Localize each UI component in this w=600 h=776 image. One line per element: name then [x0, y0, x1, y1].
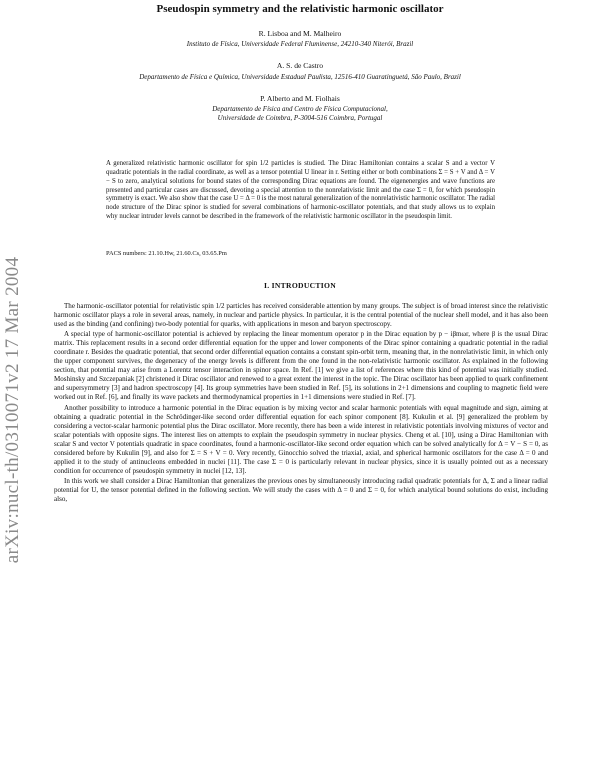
introduction-body	[54, 302, 548, 505]
paragraph: The harmonic-oscillator potential for relativistic spin 1/2 particles has received considerable attention by many groups. The subject is of broad interest since the relativistic harmonic oscillator plays a role in several areas, namely, in nuclear and particle physics. In particular, it is the central potential of the nuclear shell model, and it has also been used as the binding (and confining) two-body potential for quarks, with applications in meson and baryon spectroscopy.	[54, 302, 548, 329]
arxiv-side-identifier	[2, 220, 24, 600]
affiliation-3-line-1: Departamento de Física and Centro de Física Computacional,	[212, 105, 388, 113]
paragraph: Another possibility to introduce a harmonic potential in the Dirac equation is by mixing vector and scalar harmonic potentials with equal magnitude and sign, aiming at obtaining a quadratic potential in the Schrödinger-like second order differential equation for each spinor component [8]. Kukulin et al. [9] generalized the problem by considering a vector-scalar harmonic potential plus the Dirac oscillator. More recently, there has been a wide interest in relativistic potentials involving mixtures of vector and scalar potentials with opposite signs. The interest lies on attempts to explain the pseudospin symmetry in nuclear physics. Cheng et al. [10], using a Dirac Hamiltonian with scalar S and vector V potentials quadratic in space coordinates, found a harmonic-oscillator-like second order equation which can be solved analytically for Δ = V − S = 0, as considered before by Kukulin [9], and also for Σ = S + V = 0. Very recently, Ginocchio solved the triaxial, axial, and spherical harmonic oscillators for the case Δ = 0 and applied it to the study of antinucleons embedded in nuclei [11]. The case Σ = 0 is particularly relevant in nuclear physics, since it is usually pointed out as a necessary condition for occurrence of pseudospin symmetry in nuclei [12, 13].	[54, 403, 548, 475]
affiliation-2: Departamento de Física e Química, Universidade Estadual Paulista, 12516-410 Guaratinguetá, São Paulo, Brazil	[139, 73, 461, 81]
author-group-2: A. S. de Castro	[276, 61, 324, 70]
paragraph: A special type of harmonic-oscillator potential is achieved by replacing the linear momentum operator p in the Dirac equation by p − iβmωr, where β is the usual Dirac matrix. This replacement results in a second order differential equation for the upper and lower components of the Dirac spinor containing a quadratic potential in the radial coordinate r. Besides the quadratic potential, that second order differential equation contains a constant spin-orbit term, meaning that, in the nonrelativistic limit, in which only the upper component survives, the degeneracy of the energy levels is different from the one found in the non-relativistic harmonic oscillator. As explained in the following section, that potential may arise from a Lorentz tensor interaction in spinor space. In Ref. [1] we give a list of references where this kind of potential was initially studied. Moshinsky and Szczepaniak [2] christened it Dirac oscillator and renewed to a great extent the interest in the topic. The Dirac oscillator has been applied to quark confinement and supersymmetry [3] and hadron spectroscopy [4]. Its group symmetries have been studied in Ref. [5], its solutions in 2+1 dimensions and coupling to magnetic field were worked out in Ref. [6], and finally its wave packets and thermodynamical properties in 1+1 dimensions were studied in Ref. [7].	[54, 330, 548, 402]
paper-title: Pseudospin symmetry and the relativistic harmonic oscillator	[156, 3, 444, 15]
affiliation-3-line-2: Universidade de Coimbra, P-3004-516 Coimbra, Portugal	[217, 114, 383, 122]
author-group-1: R. Lisboa and M. Malheiro	[258, 29, 342, 38]
affiliation-1: Instituto de Física, Universidade Federal Fluminense, 24210-340 Niterói, Brazil	[186, 40, 414, 48]
abstract: A generalized relativistic harmonic oscillator for spin 1/2 particles is studied. The Dirac Hamiltonian contains a scalar S and a vector V quadratic potentials in the radial coordinate, as well as a tensor potential U linear in r. Setting either or both combinations Σ = S + V and Δ = V − S to zero, analytical solutions for bound states of the corresponding Dirac equations are found. The eigenenergies and wave functions are presented and particular cases are discussed, devoting a special attention to the nonrelativistic limit and the case Σ = 0, for which pseudospin symmetry is exact. We also show that the case U = Δ = 0 is the most natural generalization of the nonrelativistic harmonic oscillator. The radial node structure of the Dirac spinor is studied for several combinations of harmonic-oscillator potentials, and that study allows us to explain why nuclear intruder levels cannot be described in the framework of the relativistic harmonic oscillator in the pseudospin limit.	[106, 160, 495, 221]
pacs-numbers: PACS numbers: 21.10.Hw, 21.60.Cs, 03.65.Pm	[106, 250, 227, 257]
section-heading: I. INTRODUCTION	[263, 281, 336, 290]
paragraph: In this work we shall consider a Dirac Hamiltonian that generalizes the previous ones by simultaneously introducing radial quadratic potentials for Δ, Σ and a linear radial potential for U, the tensor potential defined in the following section. We will study the cases with Δ = 0 and Σ = 0, for which analytical bound solutions do exist, including also,	[54, 476, 548, 503]
author-group-3: P. Alberto and M. Fiolhais	[260, 94, 340, 103]
arxiv-id-text: arXiv:nucl-th/0310071v2 17 Mar 2004	[2, 256, 23, 564]
